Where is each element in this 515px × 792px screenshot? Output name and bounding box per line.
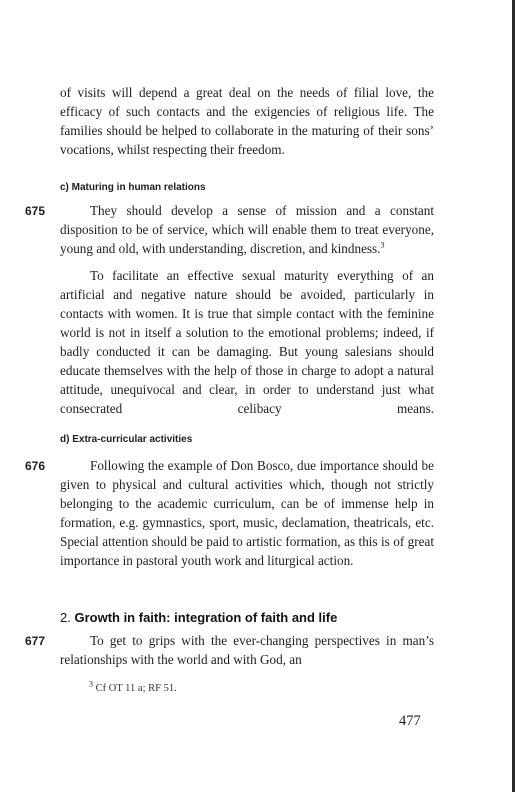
paragraph-675-mission <box>60 201 434 258</box>
footnote <box>89 679 177 694</box>
section-heading-growth-in-faith <box>60 610 337 625</box>
footnote-marker: 3 <box>89 679 93 689</box>
margin-number-676: 676 <box>25 459 46 473</box>
margin-number-675: 675 <box>25 204 46 218</box>
paragraph-676-activities: Following the example of Don Bosco, due importance should be given to physical and cultural activities which, though not strictly belonging to the academic curriculum, can be of immense help in formation, e.g. gymnastics, sport, music, declamation, theatricals, etc. Special attention should be paid to artistic formation, as this is of great importance in pastoral youth work and liturgical action. <box>60 458 434 568</box>
margin-number-677: 677 <box>25 634 46 648</box>
continuation-paragraph: of visits will depend a great deal on the needs of filial love, the efficacy of such contacts and the exigencies of religious life. The families should be helped to collaborate in the maturing of their sons’ vocations, whilst respecting their freedom. <box>60 85 434 157</box>
section-title: Growth in faith: integration of faith and life <box>74 610 338 625</box>
footnote-text: Cf OT 11 a; RF 51. <box>95 683 177 694</box>
paragraph-677-perspectives: To get to grips with the ever-changing perspectives in man’s relationships with the world and with God, an <box>60 633 434 667</box>
page-number: 477 <box>399 713 421 729</box>
subheading-maturing-human-relations: c) Maturing in human relations <box>60 182 206 193</box>
footnote-reference: 3 <box>380 240 385 250</box>
paragraph-675-mission-text: They should develop a sense of mission and a constant disposition to be of service, which will enable them to treat everyone, young and old, with understanding, discretion, and kindness. <box>60 203 434 256</box>
subheading-extra-curricular: d) Extra-curricular activities <box>60 434 193 445</box>
paragraph-sexual-maturity: To facilitate an effective sexual maturity everything of an artificial and negative nature should be avoided, particularly in contacts with women. It is true that simple contact with the feminine world is not in itself a solution to the emotional problems; indeed, if badly conducted it can be damaging. But young salesians should educate themselves with the help of those in charge to adopt a natural attitude, unequivocal and clear, in order to understand just what consecrated celibacy means. <box>60 268 434 416</box>
section-number: 2. <box>60 610 71 625</box>
